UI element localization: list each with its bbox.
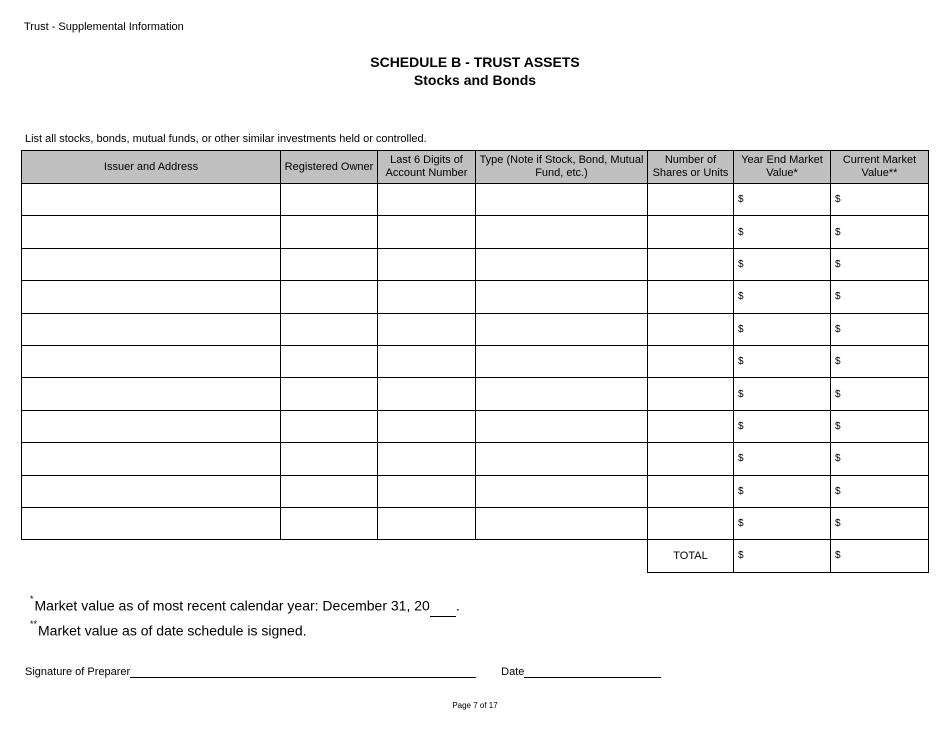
cell-account-number[interactable] [378,507,476,539]
currency-symbol: $ [738,388,744,400]
cell-account-number[interactable] [378,345,476,377]
cell-type[interactable] [476,443,648,475]
cell-shares-units[interactable] [648,345,734,377]
currency-symbol: $ [738,485,744,497]
cell-issuer-address[interactable] [22,443,281,475]
cell-shares-units[interactable] [648,378,734,410]
currency-symbol: $ [738,194,744,206]
cell-shares-units[interactable] [648,216,734,248]
currency-symbol: $ [835,420,841,432]
currency-symbol: $ [738,356,744,368]
cell-current-value[interactable] [831,313,929,345]
cell-registered-owner[interactable] [281,216,378,248]
cell-year-end-value[interactable] [734,378,831,410]
instruction-text: List all stocks, bonds, mutual funds, or other similar investments held or controlled. [25,133,427,145]
footnote-year-end-text: Market value as of most recent calendar year: December 31, 20 [34,597,430,614]
cell-account-number[interactable] [378,443,476,475]
cell-year-end-value[interactable] [734,184,831,216]
cell-year-end-value[interactable] [734,410,831,442]
total-spacer [22,540,648,572]
assets-table [21,150,929,573]
cell-issuer-address[interactable] [22,184,281,216]
date-label: Date [501,666,525,678]
cell-shares-units[interactable] [648,443,734,475]
col-year-end-value: Year End Market Value* [734,151,831,184]
table-row [22,345,929,377]
signature-block [25,666,661,678]
currency-symbol: $ [738,291,744,303]
table-row [22,281,929,313]
currency-symbol: $ [738,518,744,530]
currency-symbol: $ [835,258,841,270]
cell-year-end-value[interactable] [734,345,831,377]
cell-shares-units[interactable] [648,248,734,280]
cell-account-number[interactable] [378,248,476,280]
cell-current-value[interactable] [831,410,929,442]
cell-type[interactable] [476,184,648,216]
year-blank-field[interactable] [430,603,456,617]
cell-year-end-value[interactable] [734,313,831,345]
cell-registered-owner[interactable] [281,475,378,507]
cell-account-number[interactable] [378,410,476,442]
schedule-title: SCHEDULE B - TRUST ASSETS [370,54,580,70]
schedule-subtitle: Stocks and Bonds [413,72,537,88]
cell-shares-units[interactable] [648,410,734,442]
footnote-current-text: Market value as of date schedule is signed. [38,622,307,639]
currency-symbol: $ [835,323,841,335]
currency-symbol: $ [738,226,744,238]
currency-symbol: $ [738,323,744,335]
currency-symbol: $ [835,388,841,400]
table-row [22,248,929,280]
currency-symbol: $ [835,485,841,497]
table-row [22,216,929,248]
footnote-mark-double: ** [30,618,38,629]
col-type: Type (Note if Stock, Bond, Mutual Fund, etc.) [476,151,648,184]
cell-type[interactable] [476,216,648,248]
total-row [22,540,929,572]
signature-preparer-field[interactable] [130,666,476,678]
cell-type[interactable] [476,281,648,313]
table-row [22,410,929,442]
cell-type[interactable] [476,475,648,507]
date-field[interactable] [524,666,661,678]
cell-year-end-value[interactable] [734,507,831,539]
cell-account-number[interactable] [378,184,476,216]
cell-type[interactable] [476,248,648,280]
document-header: Trust - Supplemental Information [24,21,184,33]
cell-total-current-value[interactable] [831,540,929,572]
footnote-current [30,617,460,642]
cell-current-value[interactable] [831,184,929,216]
cell-total-year-end-value[interactable] [734,540,831,572]
table-row [22,184,929,216]
cell-shares-units[interactable] [648,313,734,345]
cell-registered-owner[interactable] [281,248,378,280]
cell-account-number[interactable] [378,475,476,507]
currency-symbol: $ [835,356,841,368]
cell-registered-owner[interactable] [281,507,378,539]
cell-shares-units[interactable] [648,507,734,539]
table-row [22,443,929,475]
cell-current-value[interactable] [831,248,929,280]
table-row [22,475,929,507]
table-header-row [22,151,929,184]
currency-symbol: $ [835,291,841,303]
cell-type[interactable] [476,507,648,539]
cell-current-value[interactable] [831,475,929,507]
footnote-year-end-period: . [455,597,460,614]
col-shares-units: Number of Shares or Units [648,151,734,184]
cell-year-end-value[interactable] [734,475,831,507]
cell-account-number[interactable] [378,378,476,410]
cell-shares-units[interactable] [648,475,734,507]
currency-symbol: $ [738,453,744,465]
signature-preparer-label: Signature of Preparer [25,666,131,678]
cell-type[interactable] [476,378,648,410]
cell-current-value[interactable] [831,281,929,313]
cell-registered-owner[interactable] [281,410,378,442]
cell-year-end-value[interactable] [734,248,831,280]
cell-current-value[interactable] [831,345,929,377]
cell-current-value[interactable] [831,378,929,410]
currency-symbol: $ [835,226,841,238]
total-label: TOTAL [648,540,734,572]
col-registered-owner: Registered Owner [281,151,378,184]
cell-registered-owner[interactable] [281,443,378,475]
table-row [22,313,929,345]
footnote-mark-single: * [30,594,34,604]
footnote-year-end [30,592,460,617]
currency-symbol: $ [835,518,841,530]
cell-issuer-address[interactable] [22,475,281,507]
page-number: Page 7 of 17 [452,701,498,710]
cell-issuer-address[interactable] [22,313,281,345]
cell-shares-units[interactable] [648,281,734,313]
currency-symbol: $ [738,258,744,270]
cell-account-number[interactable] [378,313,476,345]
cell-type[interactable] [476,313,648,345]
cell-registered-owner[interactable] [281,281,378,313]
cell-current-value[interactable] [831,216,929,248]
cell-issuer-address[interactable] [22,281,281,313]
currency-symbol: $ [738,550,744,562]
cell-year-end-value[interactable] [734,216,831,248]
cell-registered-owner[interactable] [281,313,378,345]
table-row [22,378,929,410]
cell-issuer-address[interactable] [22,410,281,442]
cell-type[interactable] [476,410,648,442]
cell-issuer-address[interactable] [22,216,281,248]
cell-current-value[interactable] [831,443,929,475]
cell-registered-owner[interactable] [281,184,378,216]
currency-symbol: $ [835,550,841,562]
title-block [0,53,950,89]
cell-year-end-value[interactable] [734,443,831,475]
col-issuer-address: Issuer and Address [22,151,281,184]
cell-account-number[interactable] [378,281,476,313]
cell-shares-units[interactable] [648,184,734,216]
cell-registered-owner[interactable] [281,345,378,377]
cell-current-value[interactable] [831,507,929,539]
table-row [22,507,929,539]
col-current-value: Current Market Value** [831,151,929,184]
cell-issuer-address[interactable] [22,378,281,410]
currency-symbol: $ [738,420,744,432]
col-account-number: Last 6 Digits of Account Number [378,151,476,184]
cell-issuer-address[interactable] [22,507,281,539]
cell-issuer-address[interactable] [22,248,281,280]
currency-symbol: $ [835,453,841,465]
cell-issuer-address[interactable] [22,345,281,377]
footnotes [30,592,460,641]
cell-registered-owner[interactable] [281,378,378,410]
currency-symbol: $ [835,194,841,206]
cell-account-number[interactable] [378,216,476,248]
cell-type[interactable] [476,345,648,377]
cell-year-end-value[interactable] [734,281,831,313]
